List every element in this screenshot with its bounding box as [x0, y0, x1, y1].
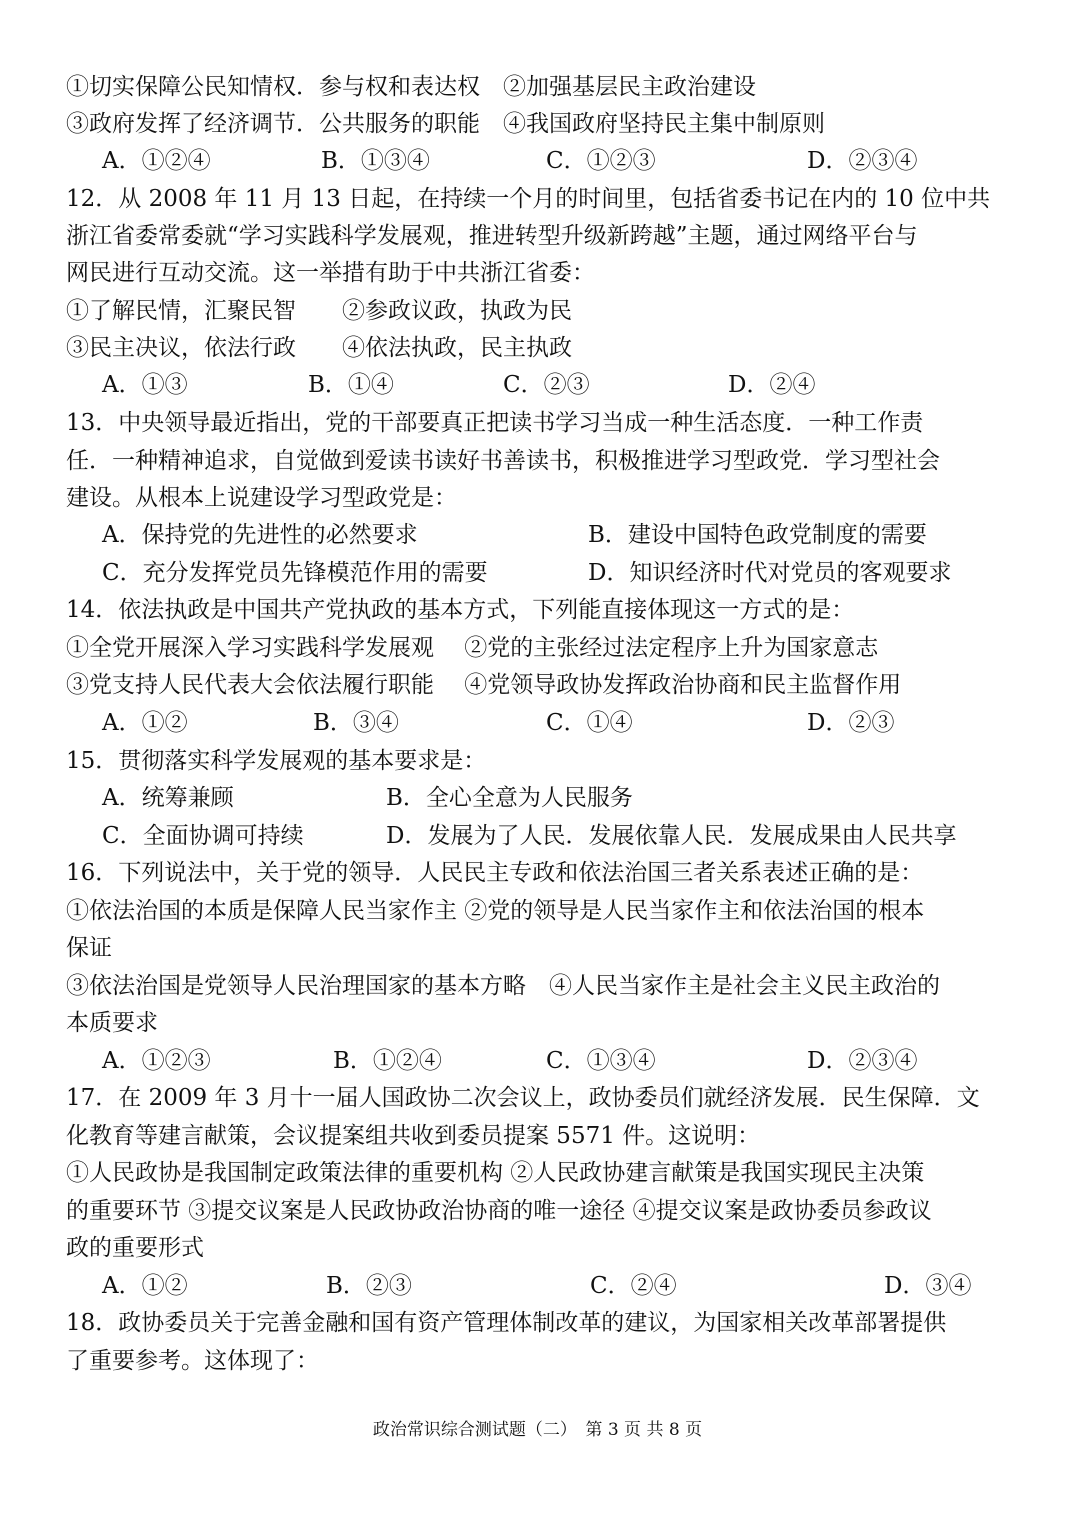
q11-statement-1: ①切实保障公民知情权．参与权和表达权 ②加强基层民主政治建设 [66, 74, 756, 100]
q13-option-b: B．建设中国特色政党制度的需要 [588, 522, 927, 548]
q16-statement-line-1: ①依法治国的本质是保障人民当家作主 ②党的领导是人民当家作主和依法治国的根本 [66, 898, 925, 924]
page-footer: 政治常识综合测试题（二） 第 3 页 共 8 页 [372, 1420, 703, 1440]
q13-stem-line-3: 建设。从根本上说建设学习型政党是： [66, 485, 457, 511]
q16-option-a: A．①②③ [102, 1048, 211, 1074]
q13-stem-line-1: 13．中央领导最近指出，党的干部要真正把读书学习当成一种生活态度．一种工作责 [66, 410, 924, 436]
q16-options [66, 1046, 1026, 1076]
q14-option-a: A．①② [102, 710, 188, 736]
q17-statement-line-1: ①人民政协是我国制定政策法律的重要机构 ②人民政协建言献策是我国实现民主决策 [66, 1160, 925, 1186]
q11-option-b: B．①③④ [321, 148, 430, 174]
q12-options [66, 370, 1026, 400]
q15-option-b: B．全心全意为人民服务 [386, 785, 633, 811]
q12-statement-2: ③民主决议，依法行政 ④依法执政，民主执政 [66, 335, 572, 361]
q17-option-a: A．①② [102, 1273, 188, 1299]
q16-option-d: D．②③④ [807, 1048, 918, 1074]
q13-option-d: D．知识经济时代对党员的客观要求 [588, 560, 952, 586]
q17-statement-line-2: 的重要环节 ③提交议案是人民政协政治协商的唯一途径 ④提交议案是政协委员参政议 [66, 1198, 932, 1224]
q16-option-c: C．①③④ [546, 1048, 656, 1074]
q12-option-d: D．②④ [728, 372, 816, 398]
q15-option-a: A．统筹兼顾 [102, 785, 234, 811]
q14-stem-line-1: 14．依法执政是中国共产党执政的基本方式，下列能直接体现这一方式的是： [66, 597, 855, 623]
q12-option-b: B．①④ [308, 372, 394, 398]
q16-statement-line-4: 本质要求 [66, 1010, 158, 1036]
q17-statement-line-3: 政的重要形式 [66, 1235, 204, 1261]
q11-option-c: C．①②③ [546, 148, 656, 174]
q16-option-b: B．①②④ [333, 1048, 442, 1074]
q13-options-row-1 [66, 520, 1026, 550]
q12-statement-1: ①了解民情，汇聚民智 ②参政议政，执政为民 [66, 298, 572, 324]
q14-statement-1: ①全党开展深入学习实践科学发展观 ②党的主张经过法定程序上升为国家意志 [66, 635, 879, 661]
q11-option-a: A．①②④ [102, 148, 211, 174]
q14-option-c: C．①④ [546, 710, 633, 736]
q16-statement-line-3: ③依法治国是党领导人民治理国家的基本方略 ④人民当家作主是社会主义民主政治的 [66, 973, 940, 999]
q17-option-d: D．③④ [884, 1273, 972, 1299]
q14-option-d: D．②③ [807, 710, 895, 736]
q13-option-a: A．保持党的先进性的必然要求 [102, 522, 418, 548]
q17-option-c: C．②④ [590, 1273, 677, 1299]
q11-statement-2: ③政府发挥了经济调节．公共服务的职能 ④我国政府坚持民主集中制原则 [66, 111, 825, 137]
q18-stem-line-2: 了重要参考。这体现了： [66, 1348, 319, 1374]
q15-options-row-2 [66, 821, 1026, 851]
q15-option-c: C．全面协调可持续 [102, 823, 304, 849]
q17-options [66, 1271, 1026, 1301]
q11-option-d: D．②③④ [807, 148, 918, 174]
q15-option-d: D．发展为了人民．发展依靠人民．发展成果由人民共享 [386, 823, 957, 849]
q15-options-row-1 [66, 783, 1026, 813]
q15-stem-line-1: 15．贯彻落实科学发展观的基本要求是： [66, 748, 487, 774]
q17-stem-line-2: 化教育等建言献策，会议提案组共收到委员提案 5571 件。这说明： [66, 1123, 761, 1149]
q12-option-a: A．①③ [102, 372, 188, 398]
q17-option-b: B．②③ [326, 1273, 412, 1299]
q18-stem-line-1: 18．政协委员关于完善金融和国有资产管理体制改革的建议，为国家相关改革部署提供 [66, 1310, 947, 1336]
q17-stem-line-1: 17．在 2009 年 3 月十一届人国政协二次会议上，政协委员们就经济发展．民生保障．文 [66, 1085, 980, 1111]
q13-stem-line-2: 任．一种精神追求，自觉做到爱读书读好书善读书，积极推进学习型政党．学习型社会 [66, 448, 940, 474]
q16-stem-line-1: 16．下列说法中，关于党的领导．人民民主专政和依法治国三者关系表述正确的是： [66, 860, 924, 886]
q12-option-c: C．②③ [503, 372, 590, 398]
q16-statement-line-2: 保证 [66, 935, 112, 961]
q12-stem-line-2: 浙江省委常委就“学习实践科学发展观，推进转型升级新跨越”主题，通过网络平台与 [66, 223, 918, 249]
q13-options-row-2 [66, 558, 1026, 588]
q12-stem-line-3: 网民进行互动交流。这一举措有助于中共浙江省委： [66, 260, 595, 286]
q14-statement-2: ③党支持人民代表大会依法履行职能 ④党领导政协发挥政治协商和民主监督作用 [66, 672, 902, 698]
q11-options [66, 146, 1026, 176]
q14-option-b: B．③④ [313, 710, 399, 736]
q12-stem-line-1: 12．从 2008 年 11 月 13 日起，在持续一个月的时间里，包括省委书记在内的 10 位中共 [66, 186, 991, 212]
q13-option-c: C．充分发挥党员先锋模范作用的需要 [102, 560, 488, 586]
q14-options [66, 708, 1026, 738]
